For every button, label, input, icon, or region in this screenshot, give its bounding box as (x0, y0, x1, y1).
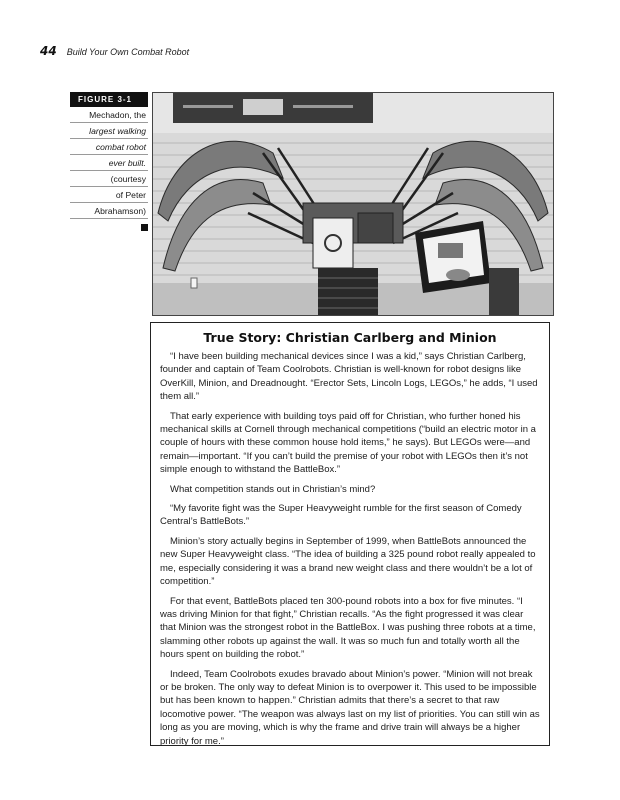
caption-line: ever built. (70, 155, 148, 171)
sidebar-paragraph: “My favorite fight was the Super Heavyweight rumble for the first season of Comedy Central’s BattleBots.” (160, 503, 522, 528)
sidebar-paragraph: What competition stands out in Christian’s mind? (170, 483, 376, 495)
caption-line: largest walking (70, 123, 148, 139)
caption-end-mark (141, 224, 148, 231)
caption-line: (courtesy (70, 171, 148, 187)
caption-lines (70, 107, 148, 219)
figure-caption (70, 92, 148, 231)
running-title: Build Your Own Combat Robot (66, 47, 190, 57)
robot-photo (152, 92, 554, 316)
page-number: 44 (40, 44, 57, 58)
running-header (40, 44, 189, 58)
sidebar-paragraph: That early experience with building toys paid off for Christian, who further honed his mechanical skills at Cornell through mechanical competitions (“build an electric motor in a couple of hours with these common house hold items,” he says). But LEGOs were—and remain—important. “If you can’t build the premise of your robot with LEGOs then it’s not simple enough to withstand the BattleBox.” (160, 410, 536, 476)
sidebar-box (150, 322, 550, 746)
caption-line: combat robot (70, 139, 148, 155)
caption-line: Abrahamson) (70, 203, 148, 219)
sidebar-paragraph: For that event, BattleBots placed ten 300-pound robots into a box for five minutes. “I was driving Minion for that fight,” Christian recalls. “As the fight progressed it was clear that Minion was the strongest robot in the BattleBox. I was pushing three robots at a time, slamming other robots up against the wall. It was so much fun and totally worth all the hours spent on building the robot.” (160, 595, 536, 661)
sidebar-title: True Story: Christian Carlberg and Minion (203, 330, 497, 345)
caption-line: Mechadon, the (70, 107, 148, 123)
sidebar-paragraph: Minion’s story actually begins in September of 1999, when BattleBots announced the new Super Heavyweight class. “The idea of building a 325 pound robot really appealed to me, especially considering it was a brand new weight class and there wouldn’t be a lot of competition.” (160, 535, 536, 588)
sidebar-paragraph: “I have been building mechanical devices since I was a kid,” says Christian Carlberg, founder and captain of Team Coolrobots. Christian is well-known for robot designs like OverKill, Minion, and Dreadnought. “Erector Sets, Lincoln Logs, LEGOs,” he adds, “I used them all.” (160, 351, 538, 403)
caption-line: of Peter (70, 187, 148, 203)
figure-label: FIGURE 3-1 (70, 92, 148, 107)
sidebar-paragraph: Indeed, Team Coolrobots exudes bravado about Minion’s power. “Minion will not break or be broken. The only way to defeat Minion is to overpower it. This used to be impossible but has been known to happen.” Christian admits that there’s a secret to that raw locomotive power. “The weapon was always last on my list of priorities. You can still win as long as you are moving, which is why the frame and drive train will always be a higher priority for me.” (160, 668, 540, 747)
